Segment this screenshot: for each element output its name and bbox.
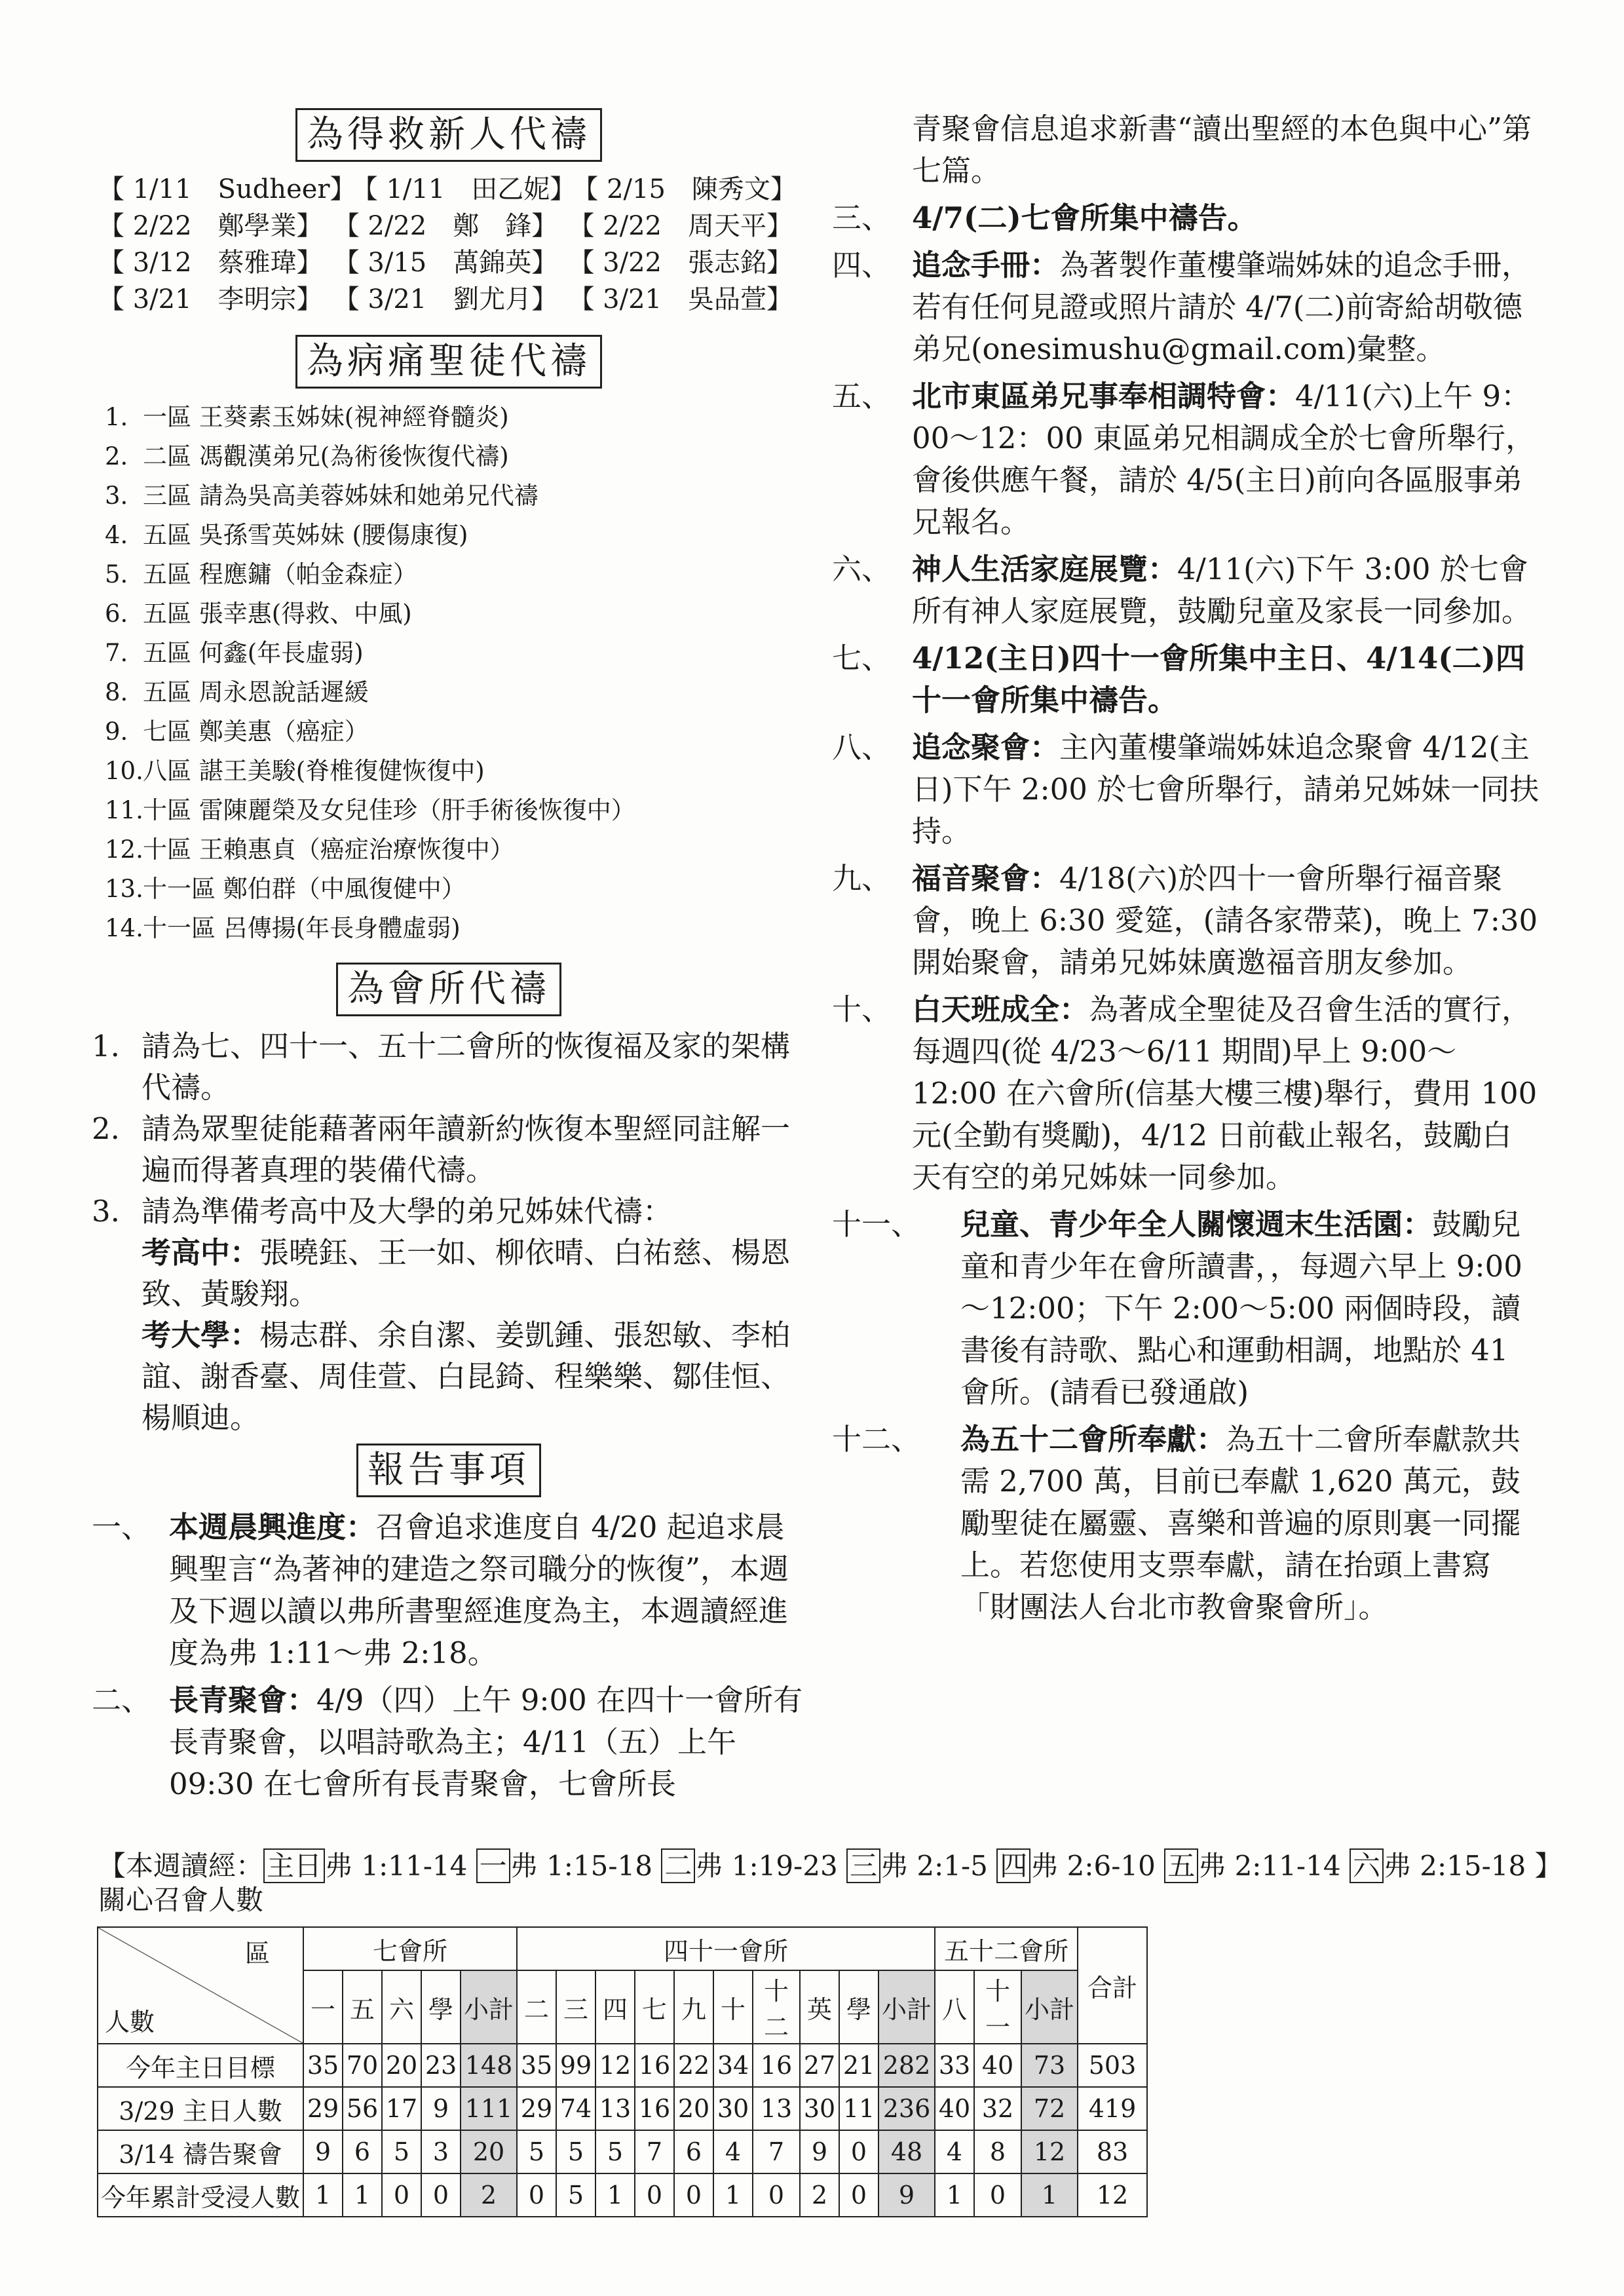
report-text: 鼓勵兒童和青少年在會所讀書，，每週六早上 9:00～12:00；下午 2:00～5:00 兩個時段，讀書後有詩歌、點心和運動相調，地點於 41 會所。(請看已發通啟) [960,1207,1522,1409]
reading-suffix: 】 [1534,1850,1562,1882]
table-row [98,2087,1147,2130]
item-number: 14. [105,914,143,942]
table-cell: 12 [1021,2130,1078,2173]
group-header: 五十二會所 [935,1927,1078,1970]
sick-item [105,909,806,948]
sick-item [105,752,806,791]
newbie-name: 【 3/21 劉尤月】 [333,284,558,315]
item-text: 五區 程應鏞（帕金森症） [143,560,417,588]
newbie-name: 【 3/21 吳品萱】 [568,284,793,315]
newbie-row [92,208,806,244]
reading-day: 三 [846,1848,880,1883]
reading-verse: 弗 2:6-10 [1030,1850,1165,1882]
reading-prefix: 【本週讀經： [98,1850,264,1882]
attendance-table [97,1926,1148,2217]
district-header: 二 [517,1970,556,2044]
table-cell: 40 [974,2044,1021,2087]
district-header: 九 [674,1970,713,2044]
table-cell: 35 [303,2044,343,2087]
newbie-name: 【 1/11 田乙妮】 [351,174,576,204]
item-text: 七區 鄭美惠（癌症） [143,718,369,746]
item-text: 五區 周永恩說話遲緩 [143,678,369,706]
item-number: 3. [105,482,128,510]
table-cell: 2 [461,2173,517,2217]
table-cell: 9 [878,2173,935,2217]
table-cell: 282 [878,2044,935,2087]
report-body [912,989,1539,1198]
item-number: 8. [105,678,128,706]
report-number: 十二、 [832,1422,921,1457]
table-cell: 16 [753,2044,800,2087]
newbie-row [92,281,806,318]
sick-item [105,673,806,712]
report-item [832,638,1539,721]
left-column [92,108,806,1810]
item-number: 2. [92,1111,120,1146]
group-header: 四十一會所 [517,1927,935,1970]
report-list-left [92,1506,806,1805]
district-header: 五 [343,1970,382,2044]
table-cell: 30 [800,2087,839,2130]
item-text: 請為準備考高中及大學的弟兄姊妹代禱： [142,1194,673,1229]
report-body [960,1419,1539,1628]
report-item [92,1506,806,1674]
table-cell: 48 [878,2130,935,2173]
item-number: 10. [105,757,143,785]
table-cell: 7 [635,2130,674,2173]
report-number: 七、 [832,641,892,676]
table-cell: 34 [713,2044,753,2087]
row-label: 今年主日目標 [98,2044,303,2087]
report-number: 四、 [832,248,892,282]
reading-verse: 弗 2:15-18 [1383,1850,1535,1882]
table-cell: 40 [935,2087,974,2130]
attendance-title: 關心召會人數 [98,1884,264,1916]
table-row [98,2044,1147,2087]
table-cell: 0 [839,2130,878,2173]
reading-verse: 弗 1:11-14 [325,1850,476,1882]
report-body [912,638,1539,721]
group-header: 七會所 [303,1927,517,1970]
table-cell: 30 [713,2087,753,2130]
report-label: 神人生活家庭展覽： [912,552,1178,586]
table-cell: 20 [382,2044,421,2087]
report-item [832,727,1539,852]
reading-day: 六 [1350,1848,1384,1883]
weekly-reading [98,1848,1562,1885]
item-text: 十一區 鄭伯群（中風復健中） [143,875,466,903]
item-text: 一區 王葵素玉姊妹(視神經脊髓炎) [143,403,509,431]
report-text: 為著成全聖徒及召會生活的實行，每週四(從 4/23～6/11 期間)早上 9:00～12:00 在六會所(信基大樓三樓)舉行，費用 100 元(全勤有獎勵)，4/12 日前截止報名，鼓勵白天有空的弟兄姊妹一同參加。 [912,992,1538,1195]
row-label: 3/29 主日人數 [98,2087,303,2130]
report-list-right [832,197,1539,1628]
table-row [98,2130,1147,2173]
report-body [169,1679,806,1805]
table-cell: 12 [595,2044,635,2087]
table-cell: 4 [935,2130,974,2173]
district-header: 小計 [1021,1970,1078,2044]
report-label: 本週晨興進度： [169,1510,376,1544]
table-cell: 5 [517,2130,556,2173]
item-number: 2. [105,442,128,470]
report-number: 五、 [832,379,892,413]
report-continuation: 青聚會信息追求新書“讀出聖經的本色與中心”第七篇。 [912,111,1532,188]
total-header: 合計 [1078,1927,1147,2044]
newbie-row [92,244,806,281]
table-cell: 5 [556,2173,595,2217]
district-header: 十二 [753,1970,800,2044]
report-body [912,548,1539,632]
corner-bottom: 人數 [105,2008,155,2037]
report-item [832,375,1539,543]
item-number: 13. [105,875,143,903]
district-header: 三 [556,1970,595,2044]
reading-verse: 弗 1:19-23 [695,1850,847,1882]
sick-list [105,398,806,948]
table-cell: 27 [800,2044,839,2087]
sick-title: 為病痛聖徒代禱 [295,335,602,389]
report-item [832,1204,1539,1413]
item-number: 1. [105,403,128,431]
report-item [832,197,1539,239]
header-row-groups [98,1927,1147,1970]
district-header: 學 [421,1970,461,2044]
table-cell: 72 [1021,2087,1078,2130]
report-body [912,858,1539,984]
reading-day: 主日 [263,1848,325,1883]
newbie-name: 【 3/12 蔡雅瑋】 [98,248,323,278]
table-cell: 111 [461,2087,517,2130]
table-cell: 7 [753,2130,800,2173]
table-cell: 0 [753,2173,800,2217]
report-title: 報告事項 [356,1444,541,1497]
table-cell: 6 [343,2130,382,2173]
table-cell: 33 [935,2044,974,2087]
table-cell: 70 [343,2044,382,2087]
table-cell: 5 [595,2130,635,2173]
table-cell: 13 [753,2087,800,2130]
district-header: 英 [800,1970,839,2044]
table-cell: 1 [713,2173,753,2217]
table-cell: 56 [343,2087,382,2130]
item-text: 請為七、四十一、五十二會所的恢復福及家的架構代禱。 [142,1029,791,1105]
newbie-name: 【 2/22 周天平】 [568,211,793,241]
report-body [912,197,1257,239]
table-cell: 3 [421,2130,461,2173]
table-cell: 11 [839,2087,878,2130]
report-label: 白天班成全： [912,992,1089,1027]
table-corner [98,1927,303,2044]
table-cell: 99 [556,2044,595,2087]
table-cell: 16 [635,2087,674,2130]
item-text: 八區 諶王美駿(脊椎復健恢復中) [143,757,485,785]
item-text: 五區 張幸惠(得救、中風) [143,600,412,628]
report-body [960,1204,1539,1413]
item-number: 12. [105,835,143,864]
sick-item [105,398,806,437]
reading-verse: 弗 2:11-14 [1198,1850,1350,1882]
district-header: 一 [303,1970,343,2044]
report-body [912,375,1539,543]
table-cell: 22 [674,2044,713,2087]
table-cell: 0 [517,2173,556,2217]
table-cell: 1 [1021,2173,1078,2217]
row-label: 今年累計受浸人數 [98,2173,303,2217]
table-cell: 5 [382,2130,421,2173]
report-text: 4/11(六)下午 3:00 於七會所有神人家庭展覽，鼓勵兒童及家長一同參加。 [912,552,1532,628]
table-cell: 0 [382,2173,421,2217]
table-cell: 0 [839,2173,878,2217]
item-text: 三區 請為吳高美蓉姊妹和她弟兄代禱 [143,482,538,510]
table-cell: 29 [517,2087,556,2130]
item-number: 1. [92,1029,120,1063]
district-header: 四 [595,1970,635,2044]
report-number: 十、 [832,992,892,1027]
report-item [832,989,1539,1198]
table-cell: 17 [382,2087,421,2130]
item-text: 二區 馮觀漢弟兄(為術後恢復代禱) [143,442,509,470]
reading-day: 一 [476,1848,510,1883]
report-text: 為五十二會所奉獻款共需 2,700 萬，目前已奉獻 1,620 萬元，鼓勵聖徒在屬靈、喜樂和普遍的原則裏一同擺上。若您使用支票奉獻，請在抬頭上書寫「財團法人台北市教會聚會所」。 [960,1422,1521,1624]
hall-prayer-list [92,1025,806,1438]
table-cell: 236 [878,2087,935,2130]
report-number: 八、 [832,730,892,765]
reading-verse: 弗 1:15-18 [510,1850,662,1882]
report-label: 4/12(主日)四十一會所集中主日、4/14(二)四十一會所集中禱告。 [912,641,1525,718]
reading-day: 四 [996,1848,1030,1883]
report-text: 主內董樓肇端姊妹追念聚會 4/12(主日)下午 2:00 於七會所舉行，請弟兄姊妹一同扶持。 [912,730,1539,849]
table-cell: 23 [421,2044,461,2087]
item-text: 十一區 呂傳揚(年長身體虛弱) [143,914,461,942]
newbie-name: 【 3/22 張志銘】 [568,248,793,278]
table-cell: 9 [800,2130,839,2173]
table-cell: 73 [1021,2044,1078,2087]
report-item [832,548,1539,632]
report-number: 一、 [92,1510,151,1544]
newbie-name: 【 2/22 鄭學業】 [98,211,323,241]
sick-item [105,516,806,555]
newbie-name: 【 3/21 李明宗】 [98,284,323,315]
sick-item [105,634,806,673]
table-cell: 12 [1078,2173,1147,2217]
report-body [912,244,1539,370]
newbie-row [92,171,806,208]
report-item [92,1679,806,1805]
hall-item [92,1025,806,1108]
district-header: 七 [635,1970,674,2044]
table-cell: 1 [935,2173,974,2217]
report-number: 十一、 [832,1207,921,1242]
right-column [832,108,1539,1634]
item-text: 五區 何鑫(年長虛弱) [143,639,364,667]
item-number: 5. [105,560,128,588]
report-label: 追念手冊： [912,248,1060,282]
report-label: 福音聚會： [912,861,1060,896]
report-label: 北市東區弟兄事奉相調特會： [912,379,1296,413]
sick-item [105,791,806,830]
table-cell: 83 [1078,2130,1147,2173]
table-cell: 1 [595,2173,635,2217]
table-cell: 35 [517,2044,556,2087]
table-cell: 0 [635,2173,674,2217]
hall-item [92,1108,806,1191]
table-cell: 13 [595,2087,635,2130]
sick-item [105,870,806,909]
table-cell: 20 [461,2130,517,2173]
table-cell: 9 [303,2130,343,2173]
sick-item [105,712,806,752]
district-header: 十 [713,1970,753,2044]
report-number: 六、 [832,552,892,586]
report-label: 4/7(二)七會所集中禱告。 [912,201,1257,235]
report-label: 長青聚會： [169,1683,317,1717]
report-item [832,858,1539,984]
reading-verse: 弗 2:1-5 [880,1850,997,1882]
item-text: 五區 吳孫雪英姊妹 (腰傷康復) [143,521,468,549]
item-text: 十區 王賴惠貞（癌症治療恢復中） [143,835,514,864]
newbie-name: 【 2/15 陳秀文】 [572,174,797,204]
report-label: 兒童、青少年全人關懷週末生活園： [960,1207,1433,1242]
table-cell: 4 [713,2130,753,2173]
district-header: 小計 [878,1970,935,2044]
report-body [169,1506,806,1674]
table-cell: 9 [421,2087,461,2130]
newbie-list [92,171,806,318]
report-number: 三、 [832,201,892,235]
report-item [832,1419,1539,1628]
report-body [912,727,1539,852]
table-cell: 0 [674,2173,713,2217]
item-text: 請為眾聖徒能藉著兩年讀新約恢復本聖經同註解一遍而得著真理的裝備代禱。 [142,1111,791,1187]
district-header: 八 [935,1970,974,2044]
item-number: 6. [105,600,128,628]
report-number: 九、 [832,861,892,896]
table-cell: 5 [556,2130,595,2173]
hall-item [92,1191,806,1232]
report-label: 追念聚會： [912,730,1060,765]
newbie-title: 為得救新人代禱 [295,108,602,162]
table-cell: 419 [1078,2087,1147,2130]
report-label: 為五十二會所奉獻： [960,1422,1226,1457]
district-header: 十一 [974,1970,1021,2044]
sick-item [105,594,806,634]
table-cell: 6 [674,2130,713,2173]
district-header: 學 [839,1970,878,2044]
table-cell: 74 [556,2087,595,2130]
district-header: 小計 [461,1970,517,2044]
table-cell: 503 [1078,2044,1147,2087]
table-cell: 0 [974,2173,1021,2217]
sick-item [105,555,806,594]
item-number: 4. [105,521,128,549]
table-cell: 1 [343,2173,382,2217]
report-text: 召會追求進度自 4/20 起追求晨興聖言“為著神的建造之祭司職分的恢復”，本週及下週以讀以弗所書聖經進度為主，本週讀經進度為弗 1:11～弗 2:18。 [169,1510,789,1670]
item-number: 11. [105,796,143,824]
item-number: 7. [105,639,128,667]
report-item [832,244,1539,370]
table-cell: 21 [839,2044,878,2087]
table-cell: 148 [461,2044,517,2087]
table-cell: 32 [974,2087,1021,2130]
report-text: 4/9（四）上午 9:00 在四十一會所有長青聚會，以唱詩歌為主；4/11（五）上午 09:30 在七會所有長青聚會，七會所長 [169,1683,803,1801]
sick-item [105,476,806,516]
corner-top: 區 [244,1939,270,1968]
table-cell: 16 [635,2044,674,2087]
table-cell: 29 [303,2087,343,2130]
table-cell: 2 [800,2173,839,2217]
newbie-name: 【 3/15 萬錦英】 [333,248,558,278]
report-number: 二、 [92,1683,151,1717]
table-row [98,2173,1147,2217]
table-cell: 20 [674,2087,713,2130]
report-text: 4/18(六)於四十一會所舉行福音聚會，晚上 6:30 愛筵，(請各家帶菜)，晚上 7:30 開始聚會，請弟兄姊妹廣邀福音朋友參加。 [912,861,1538,980]
sick-item [105,437,806,476]
reading-day: 五 [1164,1848,1198,1883]
report-text: 4/11(六)上午 9：00～12：00 東區弟兄相調成全於七會所舉行，會後供應午餐，請於 4/5(主日)前向各區服事弟兄報名。 [912,379,1536,539]
item-text: 十區 雷陳麗榮及女兒佳珍（肝手術後恢復中） [143,796,635,824]
item-number: 9. [105,718,128,746]
exam-university: 考大學：楊志群、余自潔、姜凱鍾、張恕敏、李柏誼、謝香臺、周佳萱、白昆錡、程樂樂、鄒佳恒、楊順迪。 [142,1318,791,1435]
sick-item [105,830,806,870]
newbie-name: 【 2/22 鄭 鋒】 [333,211,558,241]
district-header: 六 [382,1970,421,2044]
hall-title: 為會所代禱 [336,963,561,1016]
table-cell: 1 [303,2173,343,2217]
table-cell: 0 [421,2173,461,2217]
report-text: 為著製作董樓肇端姊妹的追念手冊，若有任何見證或照片請於 4/7(二)前寄給胡敬德弟兄(onesimushu@gmail.com)彙整。 [912,248,1532,366]
newbie-name: 【 1/11 Sudheer】 [98,174,356,204]
row-label: 3/14 禱告聚會 [98,2130,303,2173]
table-cell: 8 [974,2130,1021,2173]
item-number: 3. [92,1194,120,1229]
exam-high-school: 考高中：張曉鈺、王一如、柳依晴、白祐慈、楊恩致、黃駿翔。 [142,1235,791,1311]
reading-day: 二 [661,1848,695,1883]
